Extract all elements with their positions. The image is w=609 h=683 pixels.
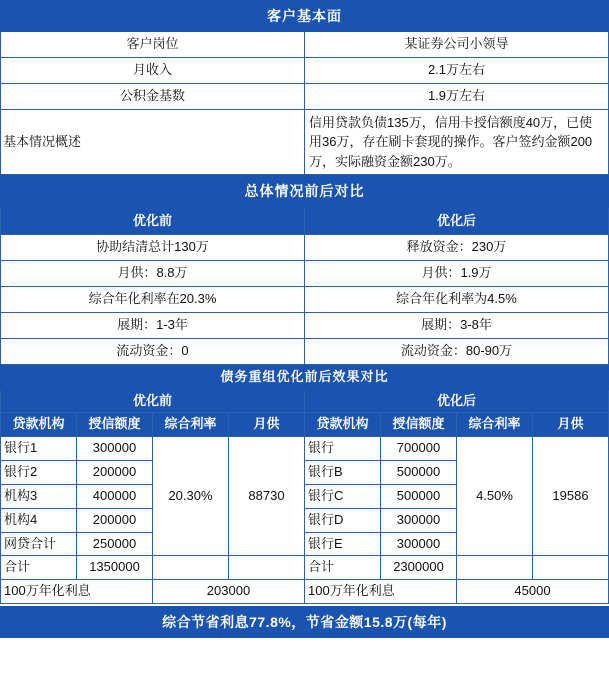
interest-label-after: 100万年化利息 xyxy=(305,580,457,604)
before-amount-total: 1350000 xyxy=(77,556,153,580)
profile-label-fund-base: 公积金基数 xyxy=(1,83,305,109)
overall-before-3: 展期：1-3年 xyxy=(1,313,305,339)
debt-restructure-table xyxy=(0,365,609,604)
before-org-2: 机构3 xyxy=(1,484,77,508)
before-org-total: 合计 xyxy=(1,556,77,580)
overall-after-2: 综合年化利率为4.5% xyxy=(305,287,609,313)
section3-header-after: 优化后 xyxy=(305,389,609,413)
col-after-monthly: 月供 xyxy=(533,413,609,437)
after-org-1: 银行B xyxy=(305,461,381,485)
profile-value-position: 某证券公司小领导 xyxy=(305,32,609,58)
overall-comparison-table xyxy=(0,175,609,364)
section2-header-before: 优化前 xyxy=(1,207,305,235)
interest-value-before: 203000 xyxy=(153,580,305,604)
after-org-total: 合计 xyxy=(305,556,381,580)
profile-label-position: 客户岗位 xyxy=(1,32,305,58)
before-amount-4: 250000 xyxy=(77,532,153,556)
section3-column-header-row xyxy=(1,413,609,437)
overall-after-4: 流动资金：80-90万 xyxy=(305,338,609,364)
after-monthly: 19586 xyxy=(533,437,609,556)
col-after-amount: 授信额度 xyxy=(381,413,457,437)
section3-header-before: 优化前 xyxy=(1,389,305,413)
profile-label-income: 月收入 xyxy=(1,58,305,84)
customer-profile-table xyxy=(0,0,609,175)
table-row xyxy=(1,83,609,109)
col-before-org: 贷款机构 xyxy=(1,413,77,437)
section2-title-row xyxy=(1,176,609,207)
before-rate: 20.30% xyxy=(153,437,229,556)
col-before-amount: 授信额度 xyxy=(77,413,153,437)
col-after-rate: 综合利率 xyxy=(457,413,533,437)
table-row xyxy=(1,32,609,58)
table-row xyxy=(1,235,609,261)
section2-header-row xyxy=(1,207,609,235)
after-monthly-total-blank xyxy=(533,556,609,580)
after-amount-total: 2300000 xyxy=(381,556,457,580)
table-row xyxy=(1,338,609,364)
col-after-org: 贷款机构 xyxy=(305,413,381,437)
after-amount-0: 700000 xyxy=(381,437,457,461)
col-before-monthly: 月供 xyxy=(229,413,305,437)
table-row xyxy=(1,313,609,339)
before-amount-3: 200000 xyxy=(77,508,153,532)
table-row-total xyxy=(1,556,609,580)
overall-after-3: 展期：3-8年 xyxy=(305,313,609,339)
after-org-2: 银行C xyxy=(305,484,381,508)
section3-title-row xyxy=(1,365,609,389)
overall-before-0: 协助结清总计130万 xyxy=(1,235,305,261)
before-monthly-total-blank xyxy=(229,556,305,580)
section3-title: 债务重组优化前后效果对比 xyxy=(1,365,609,389)
table-row xyxy=(1,287,609,313)
overall-before-1: 月供：8.8万 xyxy=(1,261,305,287)
interest-label-before: 100万年化利息 xyxy=(1,580,153,604)
profile-value-fund-base: 1.9万左右 xyxy=(305,83,609,109)
before-amount-2: 400000 xyxy=(77,484,153,508)
summary-text: 信用贷款负债135万，信用卡授信额度40万，已使用36万，存在刷卡套现的操作。客户签约金额200万，实际融资金额230万。 xyxy=(305,109,609,175)
col-before-rate: 综合利率 xyxy=(153,413,229,437)
section2-header-after: 优化后 xyxy=(305,207,609,235)
before-rate-total-blank xyxy=(153,556,229,580)
after-org-0: 银行 xyxy=(305,437,381,461)
after-amount-4: 300000 xyxy=(381,532,457,556)
overall-after-1: 月供：1.9万 xyxy=(305,261,609,287)
table-row xyxy=(1,58,609,84)
before-org-4: 网贷合计 xyxy=(1,532,77,556)
annual-interest-row xyxy=(1,580,609,604)
overall-before-4: 流动资金：0 xyxy=(1,338,305,364)
table-row xyxy=(1,437,609,461)
section1-title-row xyxy=(1,1,609,32)
profile-value-income: 2.1万左右 xyxy=(305,58,609,84)
after-amount-3: 300000 xyxy=(381,508,457,532)
after-org-3: 银行D xyxy=(305,508,381,532)
footer-summary: 综合节省利息77.8%，节省金额15.8万(每年) xyxy=(0,606,609,638)
after-amount-2: 500000 xyxy=(381,484,457,508)
before-org-0: 银行1 xyxy=(1,437,77,461)
summary-row xyxy=(1,109,609,175)
section1-title: 客户基本面 xyxy=(1,1,609,32)
after-rate-total-blank xyxy=(457,556,533,580)
overall-after-0: 释放资金：230万 xyxy=(305,235,609,261)
after-amount-1: 500000 xyxy=(381,461,457,485)
after-rate: 4.50% xyxy=(457,437,533,556)
interest-value-after: 45000 xyxy=(457,580,609,604)
table-row xyxy=(1,261,609,287)
overall-before-2: 综合年化利率在20.3% xyxy=(1,287,305,313)
after-org-4: 银行E xyxy=(305,532,381,556)
before-amount-1: 200000 xyxy=(77,461,153,485)
section3-group-header-row xyxy=(1,389,609,413)
before-amount-0: 300000 xyxy=(77,437,153,461)
before-org-3: 机构4 xyxy=(1,508,77,532)
before-org-1: 银行2 xyxy=(1,461,77,485)
summary-label: 基本情况概述 xyxy=(1,109,305,175)
section2-title: 总体情况前后对比 xyxy=(1,176,609,207)
before-monthly: 88730 xyxy=(229,437,305,556)
